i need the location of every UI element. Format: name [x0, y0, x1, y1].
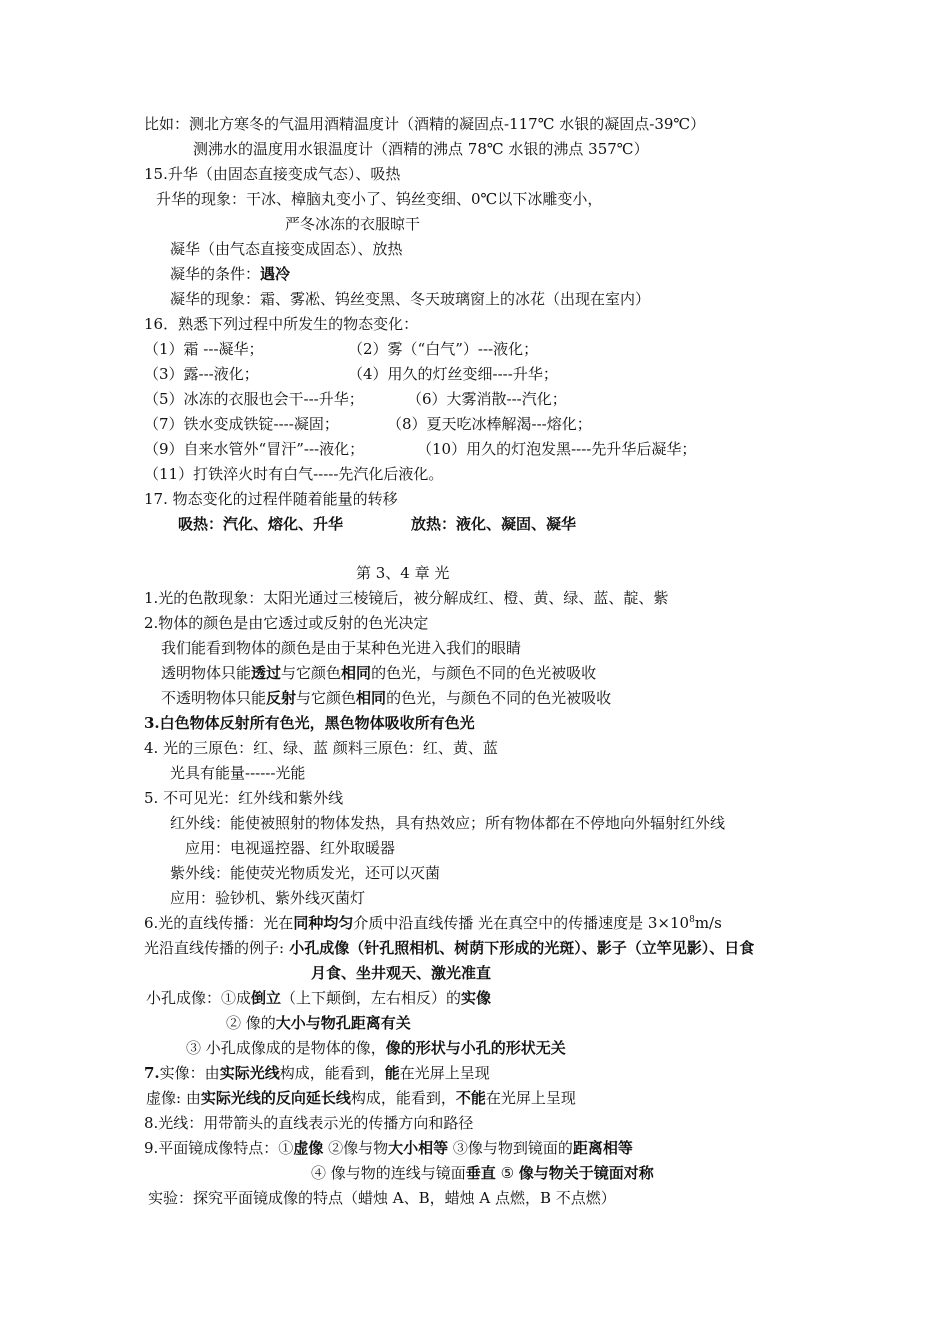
text-run: 不透明物体只能 — [161, 689, 267, 707]
bold-text: 倒立 — [251, 989, 282, 1007]
text-run: （1）霜 ---凝华； — [144, 340, 264, 358]
bold-text: 虚像 — [293, 1139, 324, 1157]
text-line — [161, 688, 611, 708]
text-line — [144, 788, 343, 808]
bold-text: 同种均匀 — [293, 914, 354, 932]
text-run: ⑤ — [495, 1164, 519, 1182]
text-run: 与它颜色 — [281, 664, 342, 682]
text-line — [161, 663, 596, 683]
text-run: 构成，能看到， — [279, 1064, 385, 1082]
bold-text: 月食、坐井观天、激光准直 — [311, 964, 492, 982]
text-run: 在光屏上呈现 — [399, 1064, 490, 1082]
text-line — [170, 239, 403, 259]
text-run: 严冬冰冻的衣服晾干 — [285, 215, 421, 233]
text-run: （上下颠倒，左右相反）的 — [281, 989, 462, 1007]
text-line — [144, 439, 364, 459]
text-line — [170, 863, 440, 883]
text-run: m/s — [694, 914, 722, 932]
text-run: 5. 不可见光：红外线和紫外线 — [144, 789, 344, 807]
text-run: 小孔成像：①成 — [146, 989, 252, 1007]
text-run: 在光屏上呈现 — [485, 1089, 576, 1107]
text-run: 16．熟悉下列过程中所发生的物态变化： — [144, 315, 419, 333]
bold-text: 吸热：汽化、熔化、升华 — [178, 515, 344, 533]
bold-text: 距离相等 — [572, 1139, 633, 1157]
bold-text: 3.白色物体反射所有色光，黑色物体吸收所有色光 — [144, 714, 475, 732]
text-run: 实像：由 — [159, 1064, 220, 1082]
text-run: 的色光，与颜色不同的色光被吸收 — [386, 689, 612, 707]
bold-text: 实际光线 — [219, 1064, 280, 1082]
text-line — [144, 1063, 490, 1083]
text-run: 我们能看到物体的颜色是由于某种色光进入我们的眼睛 — [161, 639, 522, 657]
text-run: 构成，能看到， — [350, 1089, 456, 1107]
text-line — [178, 514, 343, 534]
text-line-column-2 — [387, 414, 592, 434]
text-run: 15.升华（由固态直接变成气态）、吸热 — [144, 165, 401, 183]
text-run: 9.平面镜成像特点：① — [144, 1139, 294, 1157]
text-line-column-2 — [417, 439, 696, 459]
text-run: （4）用久的灯丝变细----升华； — [348, 365, 558, 383]
text-line — [161, 638, 521, 658]
text-run: （10）用久的灯泡发黑----先升华后凝华； — [417, 440, 697, 458]
text-line — [185, 838, 395, 858]
text-line — [170, 888, 365, 908]
text-line — [144, 339, 264, 359]
text-run: 光具有能量------光能 — [170, 764, 306, 782]
text-run: （3）露---液化； — [144, 365, 259, 383]
text-run: 6.光的直线传播：光在 — [144, 914, 294, 932]
text-run: ② 像的 — [226, 1014, 276, 1032]
bold-text: 实像 — [461, 989, 492, 1007]
text-line-column-2 — [411, 514, 576, 534]
text-run: （2）雾（“白气”）---液化； — [348, 340, 539, 358]
text-run: 实验：探究平面镜成像的特点（蜡烛 A、B，蜡烛 A 点燃，B 不点燃） — [148, 1189, 616, 1207]
text-run: 凝华的现象：霜、雾凇、钨丝变黑、冬天玻璃窗上的冰花（出现在室内） — [170, 290, 651, 308]
text-line — [170, 763, 305, 783]
bold-text: 放热：液化、凝固、凝华 — [411, 515, 577, 533]
text-run: 紫外线：能使荧光物质发光，还可以灭菌 — [170, 864, 441, 882]
text-run: （11）打铁淬火时有白气-----先汽化后液化。 — [144, 465, 444, 483]
bold-text: 能 — [384, 1064, 400, 1082]
text-run: （8）夏天吃冰棒解渴---熔化； — [387, 415, 592, 433]
text-run: （6）大雾消散---汽化； — [407, 390, 567, 408]
text-run: （9）自来水管外“冒汗”---液化； — [144, 440, 365, 458]
bold-text: 实际光线的反向延长线 — [200, 1089, 351, 1107]
text-run: 4. 光的三原色：红、绿、蓝 颜料三原色：红、黄、蓝 — [144, 739, 498, 757]
bold-text: 大小与物孔距离有关 — [275, 1014, 411, 1032]
text-line — [144, 464, 443, 484]
text-line-column-2 — [407, 389, 567, 409]
text-line — [144, 364, 259, 384]
bold-text: 相同 — [341, 664, 372, 682]
text-line — [144, 414, 339, 434]
text-run: ③ 小孔成像成的是物体的像， — [186, 1039, 386, 1057]
text-run: 的色光，与颜色不同的色光被吸收 — [371, 664, 597, 682]
text-run: 1.光的色散现象：太阳光通过三棱镜后，被分解成红、橙、黄、绿、蓝、靛、紫 — [144, 589, 669, 607]
text-run: 应用：验钞机、紫外线灭菌灯 — [170, 889, 366, 907]
text-line — [144, 114, 705, 134]
text-line — [148, 1188, 616, 1208]
text-line — [226, 1013, 411, 1033]
bold-text: 像与物关于镜面对称 — [518, 1164, 654, 1182]
text-line — [146, 1088, 576, 1108]
text-line — [193, 139, 649, 159]
bold-text: 透过 — [251, 664, 282, 682]
text-line-column-2 — [348, 364, 558, 384]
text-line — [285, 214, 420, 234]
text-run: 2.物体的颜色是由它透过或反射的色光决定 — [144, 614, 429, 632]
text-line — [170, 264, 290, 284]
bold-text: 大小相等 — [388, 1139, 449, 1157]
text-run: 17. 物态变化的过程伴随着能量的转移 — [144, 490, 398, 508]
text-line — [146, 988, 491, 1008]
text-line — [144, 738, 498, 758]
bold-text: 遇冷 — [260, 265, 291, 283]
text-run: （5）冰冻的衣服也会干---升华； — [144, 390, 364, 408]
text-line — [144, 938, 754, 958]
text-run: 介质中沿直线传播 光在真空中的传播速度是 3×10 — [353, 914, 690, 932]
text-run: 凝华（由气态直接变成固态）、放热 — [170, 240, 403, 258]
text-run: （7）铁水变成铁锭----凝固； — [144, 415, 339, 433]
text-line — [186, 1038, 566, 1058]
text-run: 应用：电视遥控器、红外取暖器 — [185, 839, 396, 857]
text-line — [144, 389, 364, 409]
text-run: 红外线：能使被照射的物体发热，具有热效应；所有物体都在不停地向外辐射红外线 — [170, 814, 726, 832]
text-line — [144, 588, 668, 608]
bold-text: 小孔成像（针孔照相机、树荫下形成的光斑）、影子（立竿见影）、日食 — [284, 939, 755, 957]
text-line — [144, 164, 400, 184]
text-run: 测沸水的温度用水银温度计（酒精的沸点 78℃ 水银的沸点 357℃） — [193, 140, 649, 158]
bold-text: 7. — [144, 1064, 160, 1082]
text-line — [144, 1113, 473, 1133]
text-run: 8.光线：用带箭头的直线表示光的传播方向和路径 — [144, 1114, 474, 1132]
text-run: 与它颜色 — [296, 689, 357, 707]
bold-text: 不能 — [455, 1089, 486, 1107]
text-line — [144, 314, 418, 334]
text-line — [144, 1138, 633, 1158]
text-run: 透明物体只能 — [161, 664, 252, 682]
text-run: 凝华的条件： — [170, 265, 261, 283]
text-line — [144, 913, 722, 933]
bold-text: 像的形状与小孔的形状无关 — [385, 1039, 566, 1057]
text-line — [170, 289, 650, 309]
text-line — [170, 813, 725, 833]
text-run: 升华的现象：干冰、樟脑丸变小了、钨丝变细、0℃以下冰雕变小， — [156, 190, 603, 208]
text-line — [144, 489, 398, 509]
text-line — [144, 713, 475, 733]
text-run: 虚像: 由 — [146, 1089, 201, 1107]
superscript-text: 8 — [689, 915, 695, 925]
text-line — [144, 613, 428, 633]
bold-text: 垂直 — [465, 1164, 496, 1182]
text-run: 光沿直线传播的例子: — [144, 939, 285, 957]
text-run: ④ 像与物的连线与镜面 — [311, 1164, 466, 1182]
text-run: ③像与物到镜面的 — [448, 1139, 573, 1157]
text-line — [156, 189, 602, 209]
text-run: 比如：测北方寒冬的气温用酒精温度计（酒精的凝固点-117℃ 水银的凝固点-39℃） — [144, 115, 706, 133]
bold-text: 反射 — [266, 689, 297, 707]
section-heading — [356, 563, 449, 583]
text-run: ②像与物 — [323, 1139, 389, 1157]
text-run: 第 3、4 章 光 — [356, 564, 450, 582]
text-line-column-2 — [348, 339, 538, 359]
text-line — [311, 1163, 654, 1183]
text-line — [311, 963, 491, 983]
bold-text: 相同 — [356, 689, 387, 707]
